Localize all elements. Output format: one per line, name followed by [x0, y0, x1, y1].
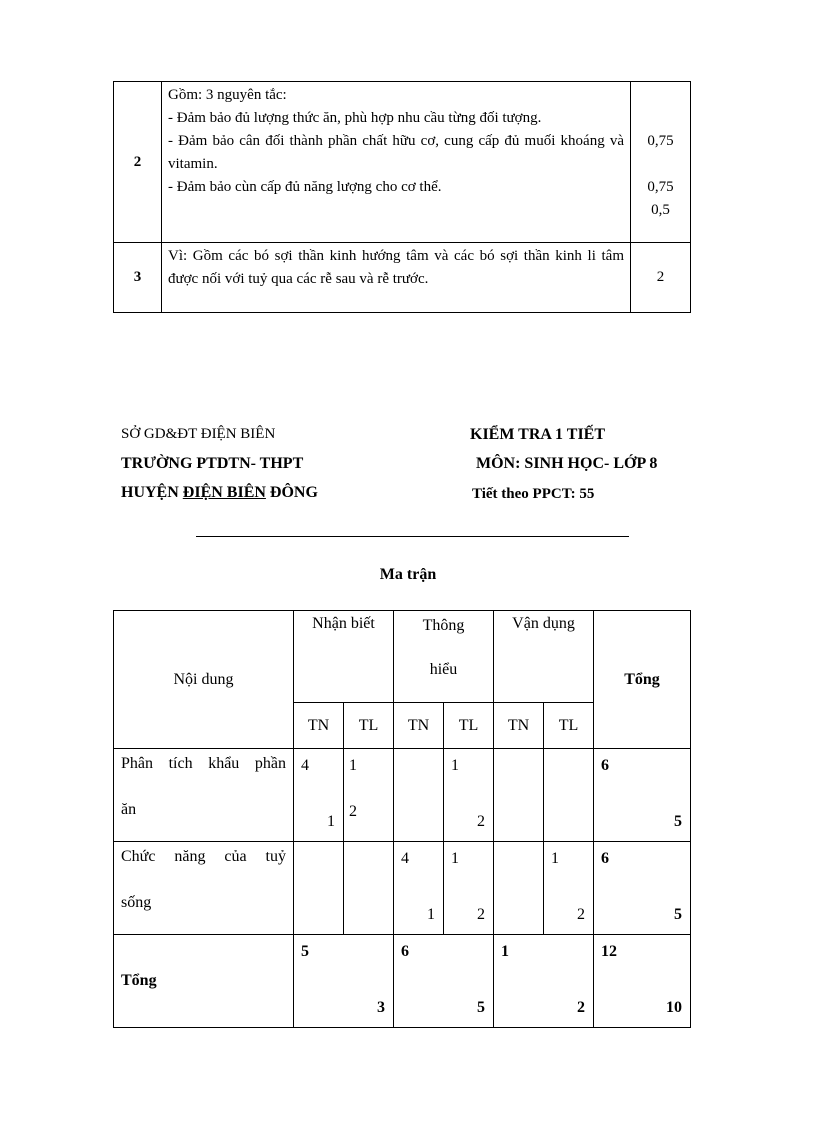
- total-score: 5: [674, 906, 682, 923]
- divider: [196, 536, 629, 537]
- district-prefix: HUYỆN: [121, 484, 183, 501]
- total-count: 12: [601, 943, 617, 960]
- header-tl: TL: [344, 703, 394, 749]
- answer-line: - Đảm bảo đủ lượng thức ăn, phù hợp nhu cầu từng đối tượng.: [168, 110, 542, 126]
- header-total: Tổng: [594, 611, 691, 749]
- answer-line: - Đảm bảo cùn cấp đủ năng lượng cho cơ thể.: [168, 179, 442, 195]
- cell-score: 1: [427, 906, 435, 923]
- subject-line: MÔN: SINH HỌC- LỚP 8: [476, 455, 658, 472]
- cell-count: 4: [301, 757, 309, 774]
- header-content: Nội dung: [114, 611, 294, 749]
- header-tl: TL: [444, 703, 494, 749]
- cell-score: 2: [477, 813, 485, 830]
- total-score: 5: [477, 999, 485, 1016]
- answer-text: Vì: Gồm các bó sợi thần kinh hướng tâm và các bó sợi thần kinh li tâm được nối với tuỷ qua các rễ sau và rễ trước.: [162, 243, 631, 313]
- answer-table: [113, 81, 691, 313]
- total-score: 5: [674, 813, 682, 830]
- cell-count: 1: [451, 850, 459, 867]
- matrix-table: [113, 610, 691, 1028]
- row-label: [114, 749, 294, 842]
- header-tl: TL: [544, 703, 594, 749]
- cell-score: 1: [327, 813, 335, 830]
- total-count: 1: [501, 943, 509, 960]
- row-label-b: sống: [121, 894, 152, 911]
- total-count: 6: [601, 850, 609, 867]
- district-name: [121, 484, 318, 502]
- header-understand-b: hiểu: [429, 661, 458, 678]
- cell-score: 2: [349, 803, 357, 820]
- table-row: [114, 842, 691, 935]
- cell-count: 1: [349, 757, 357, 774]
- answer-line: Gồm: 3 nguyên tắc:: [168, 87, 287, 103]
- total-score: 2: [577, 999, 585, 1016]
- exam-title: KIỂM TRA 1 TIẾT: [470, 426, 606, 443]
- total-count: 6: [601, 757, 609, 774]
- total-score: 3: [377, 999, 385, 1016]
- row-label: [114, 842, 294, 935]
- matrix-title: Ma trận: [379, 566, 437, 583]
- header-understand-a: Thông: [422, 617, 465, 634]
- cell-count: 4: [401, 850, 409, 867]
- row-label-b: ăn: [121, 801, 137, 818]
- table-row: [114, 243, 691, 313]
- cell-score: 2: [577, 906, 585, 923]
- header-apply: Vận dụng: [494, 611, 594, 703]
- row-label-a: Phân tích khẩu phần: [121, 755, 286, 772]
- district-underlined: ĐIỆN BIÊN: [182, 484, 266, 501]
- points-value: 0,5: [651, 202, 670, 218]
- answer-text: [162, 82, 631, 243]
- department-name: SỞ GD&ĐT ĐIỆN BIÊN: [121, 426, 276, 442]
- question-number: 2: [114, 82, 162, 243]
- points-value: 0,75: [647, 179, 674, 195]
- points-value: 0,75: [647, 133, 674, 149]
- school-name: TRƯỜNG PTDTN- THPT: [121, 455, 304, 472]
- cell-count: 1: [451, 757, 459, 774]
- header-tn: TN: [294, 703, 344, 749]
- table-row: [114, 935, 691, 1028]
- question-number: 3: [114, 243, 162, 313]
- district-suffix: ĐÔNG: [265, 484, 318, 501]
- header-tn: TN: [394, 703, 444, 749]
- answer-line: - Đảm bảo cân đối thành phần chất hữu cơ, cung cấp đủ muối khoáng và vitamin.: [168, 133, 624, 172]
- total-count: 5: [301, 943, 309, 960]
- total-count: 6: [401, 943, 409, 960]
- points-cell: [631, 82, 691, 243]
- total-row-label: Tổng: [114, 935, 294, 1028]
- lesson-line: Tiết theo PPCT: 55: [472, 486, 595, 502]
- header-understand: [394, 611, 494, 703]
- points-cell: 2: [631, 243, 691, 313]
- total-score: 10: [666, 999, 682, 1016]
- table-row: [114, 611, 691, 703]
- table-row: [114, 82, 691, 243]
- row-label-a: Chức năng của tuỷ: [121, 848, 286, 865]
- header-recognize: Nhận biết: [294, 611, 394, 703]
- table-row: [114, 749, 691, 842]
- cell-score: 2: [477, 906, 485, 923]
- cell-count: 1: [551, 850, 559, 867]
- header-tn: TN: [494, 703, 544, 749]
